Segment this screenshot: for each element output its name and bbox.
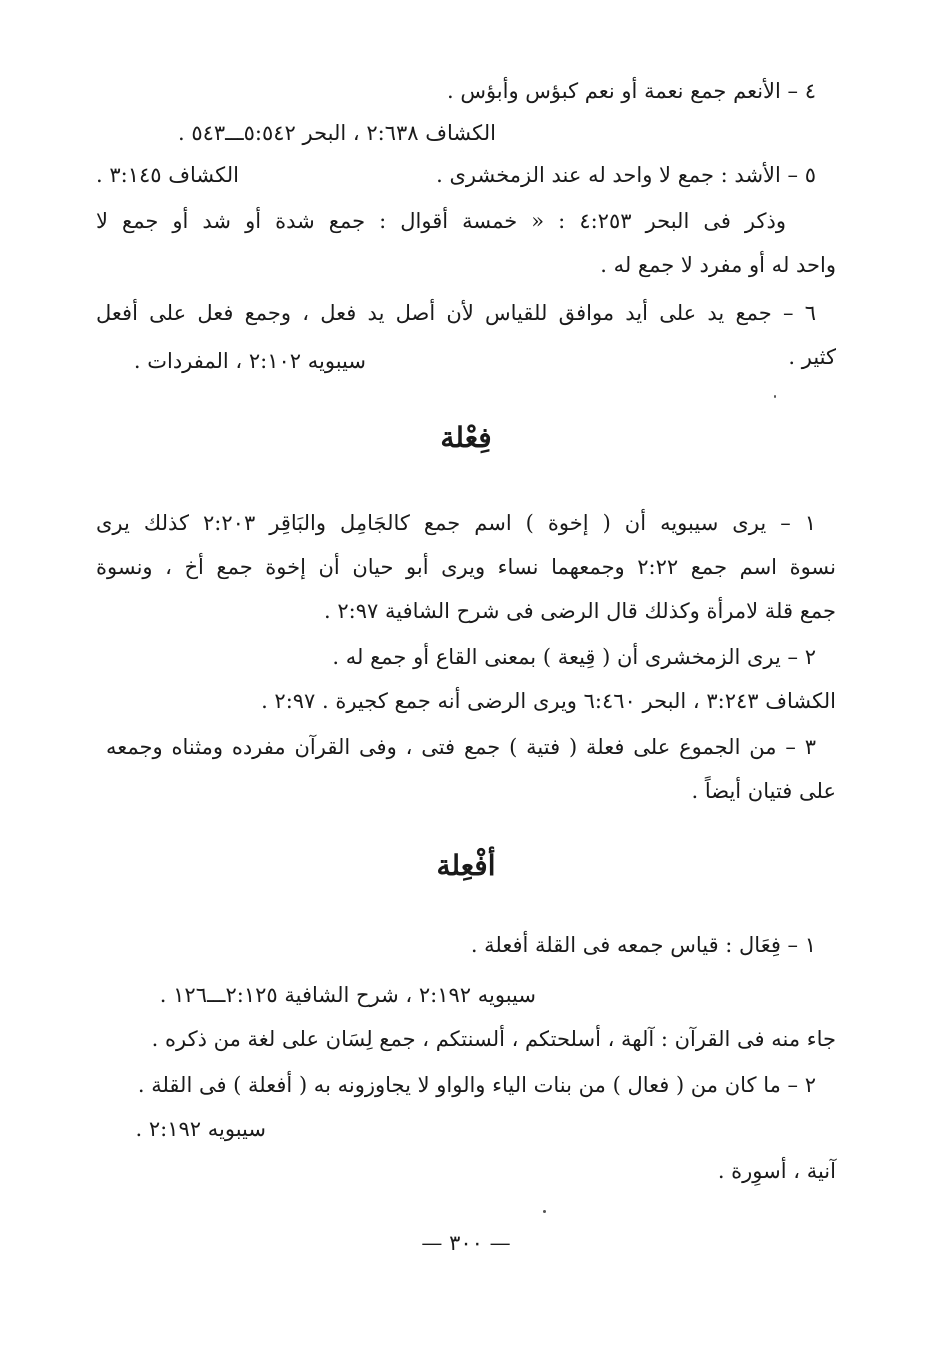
section-heading: فِعْلة — [440, 421, 492, 454]
text-line: ٥ – الأشد : جمع لا واحد له عند الزمخشرى . — [436, 163, 816, 187]
citation-line: سيبويه ٢:١٩٢ . — [135, 1117, 266, 1141]
citation-line: سيبويه ٢:١٠٢ ، المفردات . — [133, 349, 366, 373]
text-line: ٤ – الأنعم جمع نعمة أو نعم كبؤس وأبؤس . — [446, 79, 816, 103]
text-line: جاء منه فى القرآن : آلهة ، أسلحتكم ، ألسنتكم ، جمع لِسَان على لغة من ذكره . — [151, 1027, 836, 1051]
text-line: جمع قلة لامرأة وكذلك قال الرضى فى شرح الشافية ٢:٩٧ . — [324, 599, 836, 623]
citation-line: الكشاف ٣:٢٤٣ ، البحر ٦:٤٦٠ ويرى الرضى أنه جمع كجيرة . ٢:٩٧ . — [261, 689, 836, 713]
text-line: وذكر فى البحر ٤:٢٥٣ : « خمسة أقوال : جمع شدة أو شد أو جمع لا — [96, 209, 787, 233]
citation-line: الكشاف ٣:١٤٥ . — [96, 163, 239, 187]
citation-line: الكشاف ٢:٦٣٨ ، البحر ٥:٥٤٢ـــ٥٤٣ . — [177, 121, 496, 145]
scan-speck — [543, 1210, 546, 1213]
page-number: — ٣٠٠ — — [421, 1231, 511, 1255]
text-line: ٣ – من الجموع على فعلة ( فتية ) جمع فتى ، وفى القرآن مفرده ومثناه وجمعه — [106, 735, 816, 759]
citation-line: سيبويه ٢:١٩٢ ، شرح الشافية ٢:١٢٥ـــ١٢٦ . — [159, 983, 536, 1007]
text-line: ٢ – يرى الزمخشرى أن ( قِيعة ) بمعنى القاع أو جمع له . — [332, 645, 816, 669]
text-line: واحد له أو مفرد لا جمع له . — [600, 253, 836, 277]
text-line: ١ – فِعَال : قياس جمعه فى القلة أفعلة . — [470, 933, 816, 957]
text-line: ١ – يرى سيبويه أن ( إخوة ) اسم جمع كالجَامِل والبَاقِر ٢:٢٠٣ كذلك يرى — [96, 511, 816, 535]
section-heading: أفْعِلة — [436, 849, 496, 882]
text-line: كثير . — [788, 345, 836, 369]
text-line: نسوة اسم جمع ٢:٢٢ وجمعهما نساء ويرى أبو حيان أن إخوة جمع أخ ، ونسوة — [96, 555, 836, 579]
text-line: ٢ – ما كان من ( فعال ) من بنات الياء والواو لا يجاوزونه به ( أفعلة ) فى القلة . — [137, 1073, 816, 1097]
document-page — [96, 60, 836, 1300]
scan-speck — [774, 395, 776, 398]
text-line: ٦ – جمع يد على أيد موافق للقياس لأن أصل يد فعل ، وجمع فعل على أفعل — [96, 301, 816, 325]
text-line: على فتيان أيضاً . — [691, 779, 836, 803]
text-line: آنية ، أسوِرة . — [717, 1159, 836, 1183]
